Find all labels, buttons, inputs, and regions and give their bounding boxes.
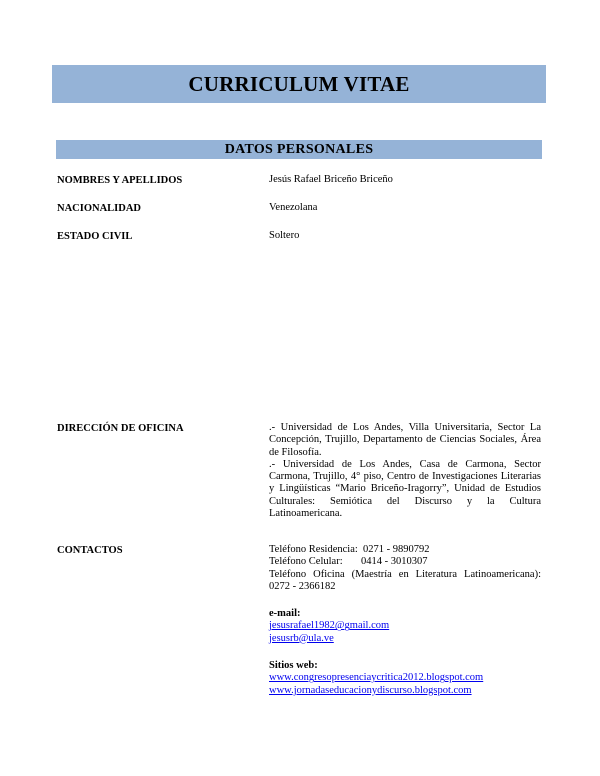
- contactos-label: CONTACTOS: [57, 545, 123, 556]
- email-label: e-mail:: [269, 608, 301, 620]
- title-band: [52, 65, 546, 103]
- direccion-line-1: .- Universidad de Los Andes, Villa Universitaria, Sector La Concepción, Trujillo, Departamento de Ciencias Sociales, Área de Filosofía.: [269, 422, 541, 458]
- estado-civil-label: ESTADO CIVIL: [57, 231, 133, 242]
- nombres-value: Jesús Rafael Briceño Briceño: [269, 174, 393, 185]
- email-link-ula[interactable]: jesusrb@ula.ve: [269, 632, 334, 644]
- telefono-residencia: Teléfono Residencia: 0271 - 9890792: [269, 544, 430, 555]
- telefono-oficina: Teléfono Oficina (Maestría en Literatura Latinoamericana): 0272 - 2366182: [269, 568, 541, 592]
- nacionalidad-label: NACIONALIDAD: [57, 203, 142, 214]
- website-link-jornadas[interactable]: www.jornadaseducacionydiscurso.blogspot.com: [269, 684, 472, 696]
- direccion-value: [269, 422, 541, 520]
- section-band: [56, 140, 542, 159]
- nacionalidad-value: Venezolana: [269, 202, 318, 213]
- section-title: DATOS PERSONALES: [224, 141, 374, 157]
- direccion-line-2: .- Universidad de Los Andes, Casa de Carmona, Sector Carmona, Trujillo, 4° piso, Centro de Investigaciones Literarias y Lingüísticas “Mario Briceño-Iragorry”, Unidad de Estudios Culturales: Semiótica del Discurso y la Cultura Latinoamericana.: [269, 458, 541, 520]
- email-link-gmail[interactable]: jesusrafael1982@gmail.com: [269, 620, 390, 632]
- website-link-congreso[interactable]: www.congresopresenciaycritica2012.blogspot.com: [269, 672, 484, 684]
- estado-civil-value: Soltero: [269, 230, 300, 241]
- direccion-label: DIRECCIÓN DE OFICINA: [57, 423, 184, 434]
- telefono-celular: Teléfono Celular: 0414 - 3010307: [269, 556, 428, 568]
- nombres-label: NOMBRES Y APELLIDOS: [57, 175, 183, 186]
- document-title: CURRICULUM VITAE: [188, 71, 410, 96]
- contactos-value: [269, 544, 541, 697]
- websites-label: Sitios web:: [269, 660, 318, 672]
